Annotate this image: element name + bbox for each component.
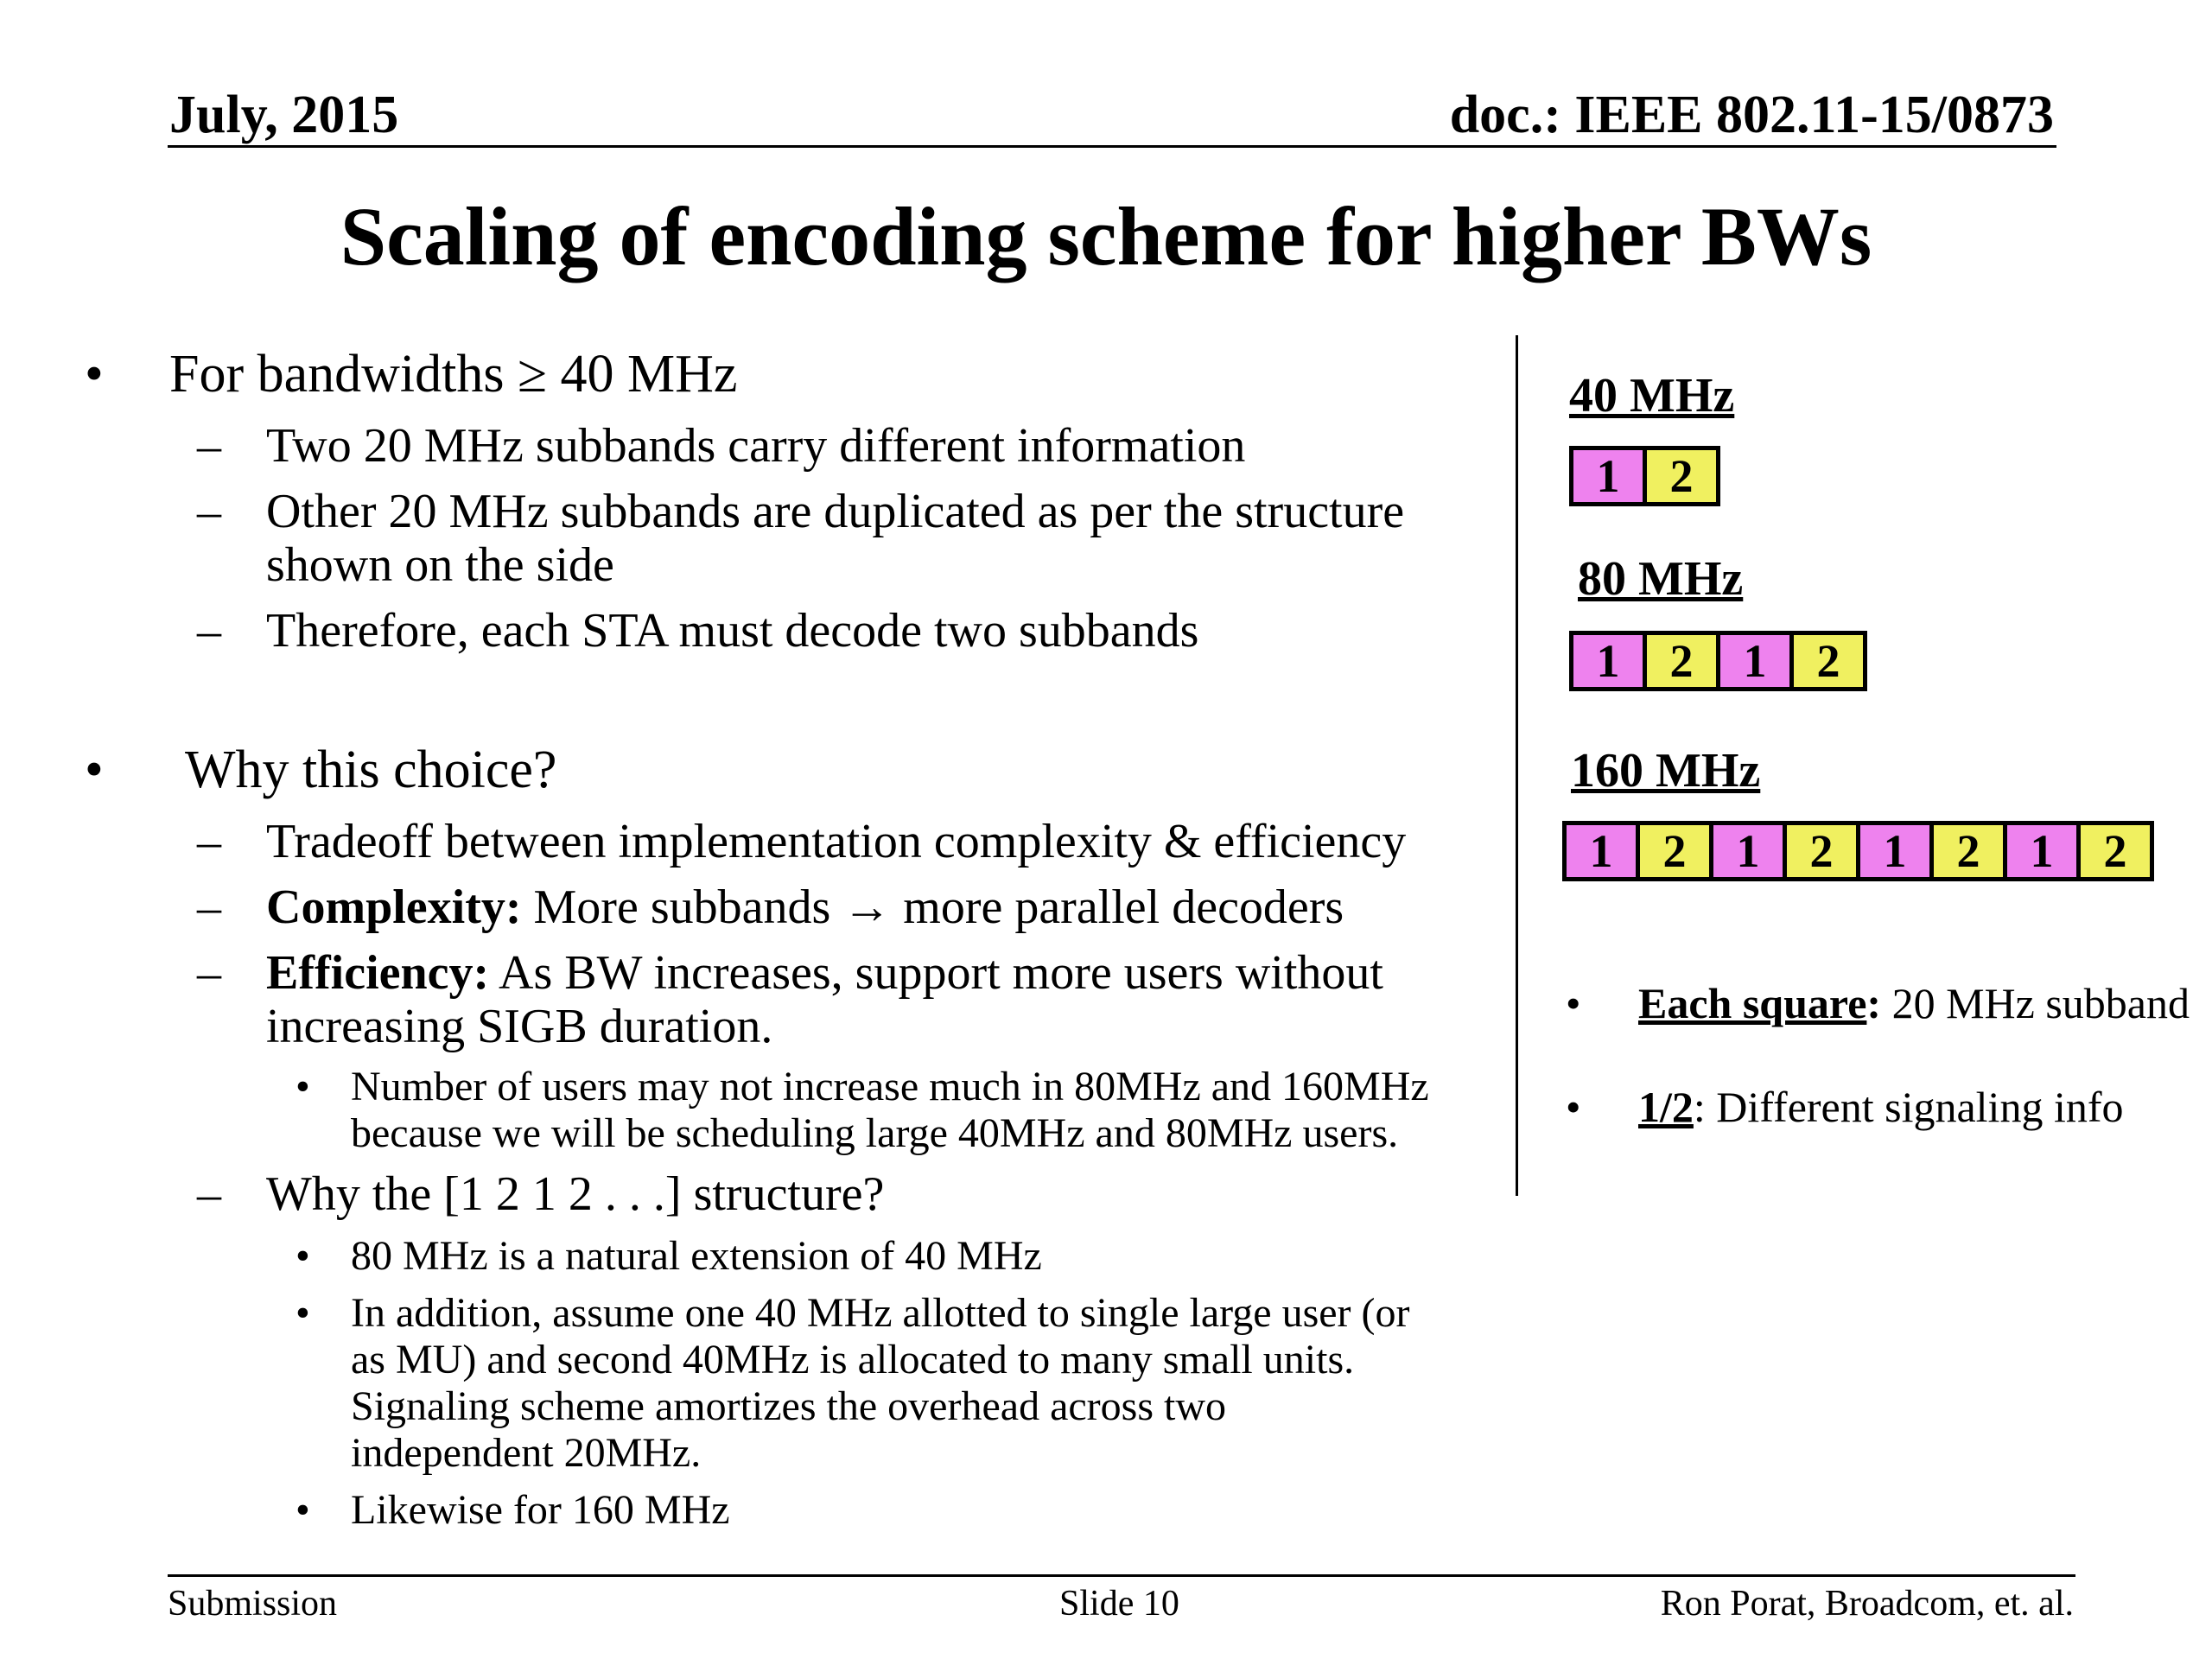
subband-strip-80mhz <box>1569 631 1867 691</box>
bullet-why-choice: Why this choice? <box>185 741 557 799</box>
footer-author: Ron Porat, Broadcom, et. al. <box>1660 1584 2074 1624</box>
note-each-square <box>1638 978 2190 1028</box>
eff-sub-line2: because we will be scheduling large 40MHz and 80MHz users. <box>351 1110 1399 1156</box>
ws-sub-addition-line3: Signaling scheme amortizes the overhead across two <box>351 1383 1227 1429</box>
subband-square-2: 2 <box>1647 635 1720 687</box>
subband-strip-40mhz <box>1569 446 1720 506</box>
ws-sub-addition-line1: In addition, assume one 40 MHz allotted to single large user (or <box>351 1290 1410 1336</box>
footer-submission: Submission <box>168 1584 338 1624</box>
subband-square-2: 2 <box>1647 450 1716 502</box>
sub-duplicated-line1: Other 20 MHz subbands are duplicated as per the structure <box>266 485 1405 538</box>
note-each-square-text: 20 MHz subband <box>1881 979 2190 1027</box>
dash-marker: – <box>197 419 221 473</box>
sub-two-subbands: Two 20 MHz subbands carry different information <box>266 419 1246 473</box>
sub-tradeoff: Tradeoff between implementation complexity & efficiency <box>266 815 1407 868</box>
dot-marker: • <box>1566 1083 1581 1131</box>
header-rule <box>168 145 2056 148</box>
label-80mhz: 80 MHz <box>1578 552 1744 606</box>
bullet-marker: • <box>85 345 104 404</box>
dash-marker: – <box>197 946 221 1000</box>
sub-complexity <box>266 880 1344 935</box>
footer-slide-number: Slide 10 <box>1059 1584 1179 1624</box>
note-each-square-label: Each square <box>1638 979 1867 1027</box>
sub-efficiency-line2: increasing SIGB duration. <box>266 1000 773 1053</box>
efficiency-label: Efficiency: <box>266 946 490 1000</box>
sub-why-structure: Why the [1 2 1 2 . . .] structure? <box>266 1167 885 1221</box>
header-date: July, 2015 <box>169 86 399 144</box>
note-signaling <box>1638 1082 2124 1132</box>
dash-marker: – <box>197 815 221 868</box>
subband-square-1: 1 <box>1573 450 1647 502</box>
subband-square-2: 2 <box>1787 825 1860 877</box>
dot-marker: • <box>1566 979 1581 1027</box>
sub-efficiency <box>266 945 1383 1001</box>
subband-square-2: 2 <box>1794 635 1863 687</box>
slide-title: Scaling of encoding scheme for higher BWs <box>340 190 1872 283</box>
subband-square-1: 1 <box>1567 825 1640 877</box>
subband-square-2: 2 <box>2081 825 2150 877</box>
sub-duplicated-line2: shown on the side <box>266 538 614 592</box>
complexity-text: More subbands → more parallel decoders <box>521 880 1344 934</box>
subband-square-2: 2 <box>1934 825 2007 877</box>
eff-sub-line1: Number of users may not increase much in 80MHz and 160MHz <box>351 1064 1429 1109</box>
dot-marker: • <box>296 1487 310 1533</box>
label-40mhz: 40 MHz <box>1569 369 1735 423</box>
subband-square-1: 1 <box>1713 825 1787 877</box>
efficiency-text: As BW increases, support more users without <box>489 946 1383 1000</box>
bullet-marker: • <box>85 741 104 799</box>
ws-sub-natural: 80 MHz is a natural extension of 40 MHz <box>351 1233 1042 1279</box>
subband-square-1: 1 <box>1860 825 1934 877</box>
column-divider <box>1516 335 1518 1196</box>
bullet-bandwidths: For bandwidths ≥ 40 MHz <box>169 345 738 404</box>
dot-marker: • <box>296 1064 310 1109</box>
dot-marker: • <box>296 1290 310 1336</box>
dash-marker: – <box>197 1167 221 1221</box>
note-half-label: 1/2 <box>1638 1083 1694 1131</box>
label-160mhz: 160 MHz <box>1571 744 1761 798</box>
subband-strip-160mhz <box>1562 821 2154 881</box>
note-half-text: : Different signaling info <box>1693 1083 2124 1131</box>
subband-square-1: 1 <box>1573 635 1647 687</box>
sub-decode-two: Therefore, each STA must decode two subbands <box>266 604 1199 658</box>
dash-marker: – <box>197 880 221 934</box>
dash-marker: – <box>197 485 221 538</box>
ws-sub-likewise: Likewise for 160 MHz <box>351 1487 730 1533</box>
dash-marker: – <box>197 604 221 658</box>
header-doc-id: doc.: IEEE 802.11-15/0873 <box>1449 86 2054 144</box>
ws-sub-addition-line2: as MU) and second 40MHz is allocated to many small units. <box>351 1337 1355 1382</box>
subband-square-1: 1 <box>1720 635 1794 687</box>
footer-rule <box>168 1574 2075 1577</box>
note-colon: : <box>1866 979 1882 1027</box>
complexity-label: Complexity: <box>266 880 522 934</box>
dot-marker: • <box>296 1233 310 1279</box>
subband-square-2: 2 <box>1640 825 1713 877</box>
ws-sub-addition-line4: independent 20MHz. <box>351 1430 702 1476</box>
subband-square-1: 1 <box>2007 825 2081 877</box>
